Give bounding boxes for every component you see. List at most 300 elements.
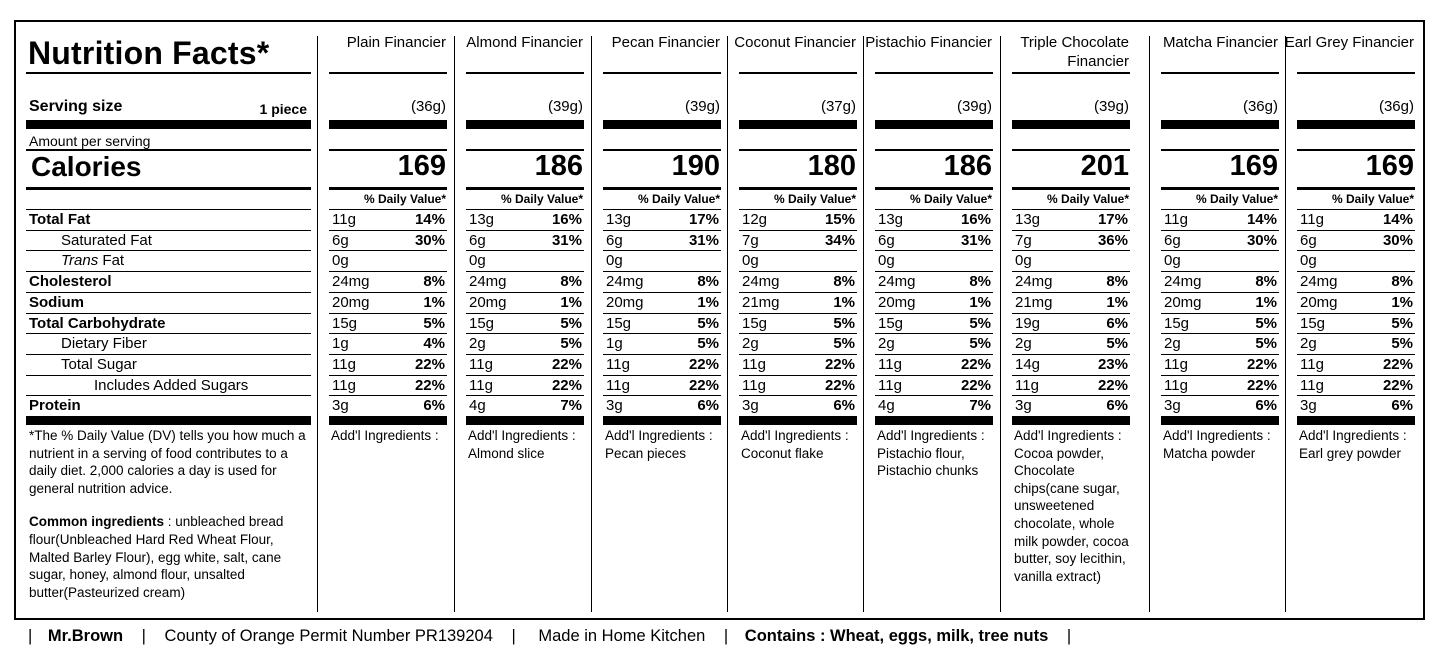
nutrient-amount: 12g [742, 211, 768, 228]
nutrition-label-frame [14, 20, 1425, 620]
nutrient-dv-percent: 17% [688, 211, 719, 228]
nutrient-row [739, 354, 857, 375]
nutrient-row [1161, 354, 1279, 375]
nutrient-amount: 20mg [878, 293, 916, 311]
nutrient-row [329, 271, 447, 292]
nutrient-dv-percent: 22% [824, 355, 855, 373]
daily-value-header: % Daily Value* [1331, 192, 1414, 206]
nutrient-row [26, 313, 311, 334]
nutrient-row [603, 230, 721, 251]
divider [329, 187, 447, 190]
nutrient-dv-percent: 8% [969, 273, 991, 291]
nutrient-dv-percent: 5% [560, 314, 582, 332]
nutrient-amount: 13g [1015, 211, 1041, 228]
product-column [1284, 22, 1415, 622]
nutrient-dv-percent: 6% [1255, 397, 1277, 415]
nutrient-dv-percent: 6% [833, 397, 855, 415]
nutrient-dv-percent: 22% [688, 376, 719, 394]
daily-value-header: % Daily Value* [1195, 192, 1278, 206]
nutrient-dv-percent: 5% [423, 314, 445, 332]
nutrient-amount: 24mg [606, 273, 644, 291]
nutrient-amount: 24mg [742, 273, 780, 291]
footer-bar [28, 627, 1071, 646]
nutrient-amount: 13g [878, 211, 904, 228]
additional-ingredients: Add'l Ingredients : Pistachio flour, Pistachio chunks [877, 428, 985, 479]
nutrient-dv-percent: 5% [697, 314, 719, 332]
nutrient-amount: 1g [332, 335, 349, 353]
nutrient-label-text: Total Carbohydrate [29, 314, 166, 332]
nutrient-amount: 11g [1300, 355, 1324, 373]
nutrient-label-text: Dietary Fiber [61, 335, 147, 353]
nutrient-dv-percent: 6% [1106, 314, 1128, 332]
nutrient-row [466, 230, 584, 251]
allergen-contains: Contains : Wheat, eggs, milk, tree nuts [744, 627, 1049, 645]
nutrient-row [1012, 375, 1130, 396]
nutrient-row [329, 313, 447, 334]
nutrient-amount: 2g [878, 335, 895, 353]
nutrient-dv-percent: 8% [1391, 273, 1413, 291]
product-name: Coconut Financier [734, 34, 856, 51]
nutrient-row [1297, 271, 1415, 292]
nutrient-amount: 14g [1015, 355, 1041, 373]
thick-divider [1012, 120, 1130, 129]
column-separator [727, 36, 728, 612]
nutrient-row [875, 271, 993, 292]
thick-divider [1161, 120, 1279, 129]
nutrient-label-text: Includes Added Sugars [94, 376, 249, 394]
nutrient-row [1012, 395, 1130, 416]
product-name: Earl Grey Financier [1284, 34, 1414, 51]
nutrient-row [26, 250, 311, 271]
column-separator [1149, 36, 1150, 612]
nutrient-dv-percent: 22% [960, 355, 991, 373]
nutrient-dv-percent: 1% [697, 293, 719, 311]
calories-value: 169 [397, 150, 446, 182]
nutrient-amount: 11g [332, 376, 356, 394]
nutrient-amount: 2g [1015, 335, 1032, 353]
nutrient-amount: 24mg [1164, 273, 1202, 291]
nutrient-amount: 15g [1300, 314, 1326, 332]
nutrient-row [1297, 250, 1415, 271]
product-name: Plain Financier [346, 34, 446, 51]
nutrient-amount: 11g [878, 355, 902, 373]
nutrient-row [329, 230, 447, 251]
nutrient-dv-percent: 22% [1097, 376, 1128, 394]
footer-separator: | [723, 627, 729, 645]
nutrient-label [29, 211, 90, 228]
thick-divider [875, 120, 993, 129]
additional-ingredients: Add'l Ingredients : Pecan pieces [605, 428, 713, 461]
nutrient-dv-percent: 15% [824, 211, 855, 228]
nutrient-dv-percent: 7% [969, 397, 991, 415]
nutrient-amount: 6g [1300, 231, 1317, 249]
nutrient-amount: 20mg [606, 293, 644, 311]
nutrient-amount: 0g [878, 252, 895, 270]
nutrient-amount: 11g [332, 211, 356, 228]
divider [603, 187, 721, 190]
thick-divider [739, 120, 857, 129]
daily-value-header: % Daily Value* [500, 192, 583, 206]
product-column [865, 22, 993, 622]
nutrient-amount: 24mg [469, 273, 507, 291]
nutrient-row [1161, 209, 1279, 230]
column-separator [317, 36, 318, 612]
nutrient-dv-percent: 1% [1391, 293, 1413, 311]
nutrient-dv-percent: 5% [1255, 335, 1277, 353]
product-column [466, 22, 584, 622]
nutrient-dv-percent: 14% [1246, 211, 1277, 228]
divider [1297, 187, 1415, 190]
calories-value: 190 [671, 150, 720, 182]
product-name: Triple Chocolate Financier [1020, 34, 1129, 70]
nutrient-label-italic: Trans [61, 252, 99, 270]
nutrient-row [466, 313, 584, 334]
product-column [1012, 22, 1130, 622]
nutrient-dv-percent: 1% [1255, 293, 1277, 311]
nutrient-label [61, 356, 137, 373]
divider [329, 72, 447, 74]
nutrient-amount: 15g [606, 314, 632, 332]
nutrient-dv-percent: 22% [824, 376, 855, 394]
thick-divider [603, 416, 721, 425]
nutrient-amount: 11g [1300, 376, 1324, 394]
nutrient-row [603, 271, 721, 292]
thick-divider [329, 120, 447, 129]
divider [739, 187, 857, 190]
nutrient-label [29, 315, 165, 332]
nutrient-row [875, 230, 993, 251]
product-column [1161, 22, 1279, 622]
nutrient-amount: 11g [606, 355, 630, 373]
nutrient-row [1012, 292, 1130, 313]
thick-divider [466, 120, 584, 129]
nutrient-amount: 13g [469, 211, 495, 228]
nutrient-dv-percent: 22% [1246, 376, 1277, 394]
nutrient-row [466, 250, 584, 271]
calories-value: 169 [1365, 150, 1414, 182]
nutrient-dv-percent: 1% [423, 293, 445, 311]
serving-size-value: 1 piece [259, 101, 307, 117]
nutrient-amount: 4g [469, 397, 486, 415]
product-name: Pistachio Financier [865, 34, 992, 51]
nutrient-row [329, 354, 447, 375]
nutrient-amount: 6g [878, 231, 895, 249]
nutrient-amount: 3g [1300, 397, 1317, 415]
nutrient-row [1297, 292, 1415, 313]
nutrient-row [739, 375, 857, 396]
nutrient-dv-percent: 16% [960, 211, 991, 228]
daily-value-header: % Daily Value* [637, 192, 720, 206]
nutrient-row [739, 209, 857, 230]
thick-divider [1012, 416, 1130, 425]
nutrient-amount: 24mg [1300, 273, 1338, 291]
nutrient-amount: 0g [1015, 252, 1032, 270]
common-ingredients [29, 513, 309, 601]
nutrient-label-text: Total Fat [29, 211, 91, 228]
nutrient-dv-percent: 22% [1382, 355, 1413, 373]
nutrient-row [329, 375, 447, 396]
additional-ingredients: Add'l Ingredients : Almond slice [468, 428, 576, 461]
nutrient-label [61, 252, 124, 269]
divider [1012, 72, 1130, 74]
nutrient-amount: 1g [606, 335, 623, 353]
nutrient-label [29, 294, 84, 311]
nutrient-row [603, 292, 721, 313]
nutrient-label [61, 232, 152, 249]
nutrient-dv-percent: 8% [697, 273, 719, 291]
nutrient-amount: 11g [469, 355, 493, 373]
nutrient-row [603, 375, 721, 396]
nutrient-row [1161, 375, 1279, 396]
nutrient-amount: 20mg [332, 293, 370, 311]
product-column [329, 22, 447, 622]
permit-number: County of Orange Permit Number PR139204 [164, 627, 493, 645]
nutrient-dv-percent: 22% [960, 376, 991, 394]
nutrient-label-text: Fat [102, 252, 125, 270]
nutrient-row [603, 209, 721, 230]
nutrient-label [94, 377, 248, 394]
nutrient-row [26, 395, 311, 416]
nutrient-dv-percent: 22% [414, 376, 445, 394]
nutrient-row [875, 250, 993, 271]
nutrient-row [26, 292, 311, 313]
nutrient-dv-percent: 14% [1382, 211, 1413, 228]
nutrient-row [875, 209, 993, 230]
nutrient-amount: 11g [1164, 211, 1188, 228]
product-column [734, 22, 857, 622]
divider [466, 187, 584, 190]
nutrient-dv-percent: 16% [551, 211, 582, 228]
nutrient-dv-percent: 8% [833, 273, 855, 291]
nutrient-row [329, 209, 447, 230]
nutrient-row [466, 354, 584, 375]
nutrient-amount: 2g [1164, 335, 1181, 353]
nutrient-label-text: Protein [29, 397, 81, 415]
nutrient-amount: 11g [878, 376, 902, 394]
nutrient-row [739, 271, 857, 292]
nutrient-amount: 2g [1300, 335, 1317, 353]
nutrient-amount: 6g [1164, 231, 1181, 249]
nutrient-dv-percent: 22% [414, 355, 445, 373]
divider [1012, 187, 1130, 190]
column-separator [591, 36, 592, 612]
serving-weight: (39g) [956, 98, 992, 115]
nutrient-row [466, 209, 584, 230]
nutrient-amount: 15g [332, 314, 358, 332]
nutrient-label [61, 335, 147, 352]
nutrient-amount: 3g [606, 397, 623, 415]
thick-divider [329, 416, 447, 425]
thick-divider [1297, 120, 1415, 129]
nutrient-dv-percent: 5% [833, 335, 855, 353]
footer-separator: | [1066, 627, 1072, 645]
nutrient-dv-percent: 1% [560, 293, 582, 311]
nutrient-amount: 21mg [1015, 293, 1053, 311]
column-separator [454, 36, 455, 612]
nutrient-amount: 15g [878, 314, 904, 332]
nutrient-row [875, 313, 993, 334]
nutrient-dv-percent: 6% [1106, 397, 1128, 415]
made-in: Made in Home Kitchen [538, 627, 706, 645]
serving-weight: (39g) [1093, 98, 1129, 115]
nutrient-row [875, 292, 993, 313]
nutrient-dv-percent: 30% [1382, 231, 1413, 249]
serving-size-label: Serving size [29, 98, 123, 115]
nutrient-row [739, 313, 857, 334]
nutrient-row [1161, 230, 1279, 251]
nutrient-amount: 11g [1164, 376, 1188, 394]
nutrient-amount: 15g [742, 314, 768, 332]
nutrient-dv-percent: 31% [551, 231, 582, 249]
nutrient-dv-percent: 30% [1246, 231, 1277, 249]
nutrient-row [1161, 395, 1279, 416]
divider [875, 187, 993, 190]
thick-divider [26, 120, 311, 129]
nutrient-dv-percent: 31% [688, 231, 719, 249]
nutrient-row [1012, 230, 1130, 251]
nutrient-amount: 11g [1164, 355, 1188, 373]
nutrient-amount: 21mg [742, 293, 780, 311]
footer-separator: | [511, 627, 516, 645]
serving-weight: (37g) [820, 98, 856, 115]
nutrient-amount: 20mg [1164, 293, 1202, 311]
nutrient-amount: 6g [469, 231, 486, 249]
serving-weight: (39g) [547, 98, 583, 115]
nutrient-dv-percent: 5% [1106, 335, 1128, 353]
nutrient-row [875, 375, 993, 396]
nutrient-dv-percent: 23% [1097, 355, 1128, 373]
nutrient-amount: 15g [1164, 314, 1190, 332]
nutrient-amount: 0g [606, 252, 623, 270]
nutrient-amount: 4g [878, 397, 895, 415]
divider [1161, 72, 1279, 74]
product-name: Matcha Financier [1162, 34, 1278, 51]
nutrient-dv-percent: 7% [560, 397, 582, 415]
nutrient-dv-percent: 31% [960, 231, 991, 249]
additional-ingredients: Add'l Ingredients : [331, 428, 439, 443]
label-column [26, 22, 311, 622]
calories-value: 186 [534, 150, 583, 182]
amount-per-serving: Amount per serving [29, 133, 151, 149]
thick-divider [466, 416, 584, 425]
product-name: Almond Financier [466, 34, 583, 51]
nutrient-row [26, 333, 311, 354]
calories-label: Calories [31, 151, 142, 182]
nutrient-row [329, 250, 447, 271]
nutrient-row [1161, 271, 1279, 292]
nutrient-dv-percent: 8% [1106, 273, 1128, 291]
nutrient-dv-percent: 6% [697, 397, 719, 415]
nutrient-dv-percent: 6% [1391, 397, 1413, 415]
nutrient-row [739, 230, 857, 251]
nutrient-amount: 0g [332, 252, 349, 270]
nutrient-dv-percent: 30% [414, 231, 445, 249]
divider [26, 72, 311, 74]
brand-name: Mr.Brown [47, 627, 124, 645]
nutrient-row [466, 333, 584, 354]
nutrient-amount: 15g [469, 314, 495, 332]
nutrient-row [603, 333, 721, 354]
additional-ingredients: Add'l Ingredients : Cocoa powder, Chocolate chips(cane sugar, unsweetened chocolate, whole milk powder, cocoa butter, soy lecithin, vanilla extract) [1014, 428, 1129, 584]
nutrient-dv-percent: 5% [1255, 314, 1277, 332]
footer-separator: | [28, 627, 33, 645]
nutrient-row [1297, 313, 1415, 334]
nutrient-row [1161, 292, 1279, 313]
footer-separator: | [141, 627, 146, 645]
product-column [603, 22, 721, 622]
nutrient-row [1297, 395, 1415, 416]
nutrient-dv-percent: 1% [833, 293, 855, 311]
nutrient-dv-percent: 6% [423, 397, 445, 415]
daily-value-header: % Daily Value* [773, 192, 856, 206]
thick-divider [875, 416, 993, 425]
nutrient-row [1297, 333, 1415, 354]
nutrient-row [1297, 230, 1415, 251]
nutrient-row [1161, 250, 1279, 271]
additional-ingredients: Add'l Ingredients : Matcha powder [1163, 428, 1271, 461]
nutrient-row [875, 395, 993, 416]
nutrient-amount: 11g [606, 376, 630, 394]
nutrient-row [466, 271, 584, 292]
nutrient-amount: 13g [606, 211, 632, 228]
page-title: Nutrition Facts* [28, 35, 270, 71]
nutrient-amount: 11g [332, 355, 356, 373]
daily-value-header: % Daily Value* [909, 192, 992, 206]
nutrient-amount: 6g [606, 231, 623, 249]
divider [1161, 187, 1279, 190]
nutrient-row [739, 395, 857, 416]
nutrient-row [739, 333, 857, 354]
nutrient-row [1012, 250, 1130, 271]
daily-value-header: % Daily Value* [1046, 192, 1129, 206]
nutrient-amount: 7g [742, 231, 759, 249]
nutrient-label-text: Sodium [29, 293, 84, 311]
nutrient-amount: 3g [742, 397, 759, 415]
nutrient-label [29, 397, 81, 414]
nutrient-row [739, 250, 857, 271]
nutrient-amount: 0g [742, 252, 759, 270]
nutrient-amount: 3g [1015, 397, 1032, 415]
nutrient-row [466, 292, 584, 313]
nutrient-row [26, 271, 311, 292]
nutrient-amount: 24mg [1015, 273, 1053, 291]
divider [603, 72, 721, 74]
nutrient-row [1012, 333, 1130, 354]
nutrient-row [26, 230, 311, 251]
divider [875, 72, 993, 74]
serving-weight: (36g) [1378, 98, 1414, 115]
nutrient-amount: 20mg [469, 293, 507, 311]
calories-value: 169 [1229, 150, 1278, 182]
nutrient-amount: 0g [1164, 252, 1181, 270]
nutrient-amount: 20mg [1300, 293, 1338, 311]
nutrient-row [26, 209, 311, 230]
nutrient-row [1012, 209, 1130, 230]
nutrient-amount: 3g [1164, 397, 1181, 415]
nutrient-label [29, 273, 112, 290]
nutrient-row [466, 375, 584, 396]
daily-value-footnote [29, 427, 309, 601]
nutrient-row [1012, 313, 1130, 334]
nutrient-amount: 2g [469, 335, 486, 353]
nutrient-dv-percent: 8% [423, 273, 445, 291]
nutrient-row [603, 395, 721, 416]
nutrient-amount: 11g [742, 355, 766, 373]
nutrient-dv-percent: 8% [560, 273, 582, 291]
calories-value: 180 [807, 150, 856, 182]
nutrient-row [26, 354, 311, 375]
column-separator [1000, 36, 1001, 612]
